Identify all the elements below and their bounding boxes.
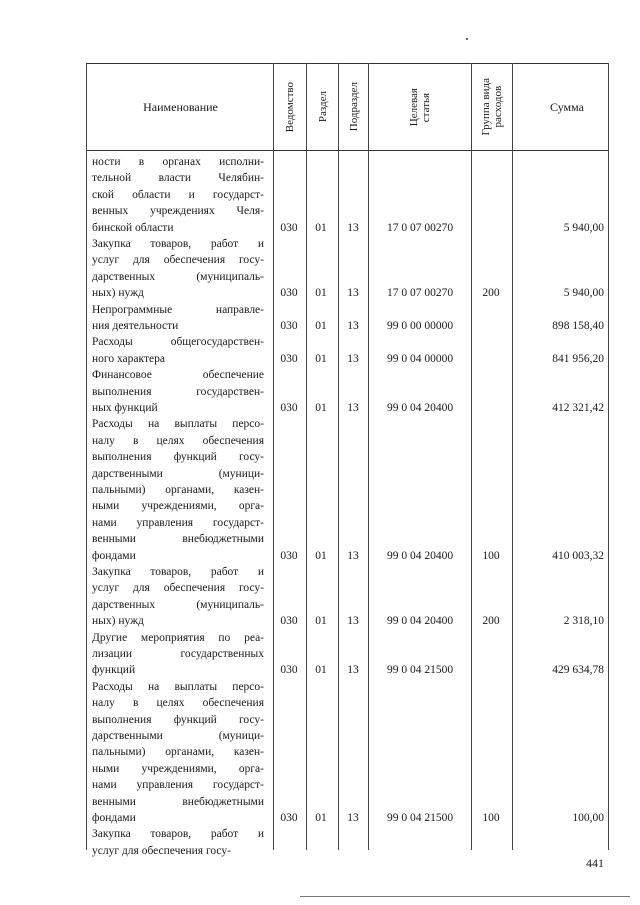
header-vedomstvo: Ведомство (284, 81, 296, 133)
row-name-line: венными внебюджетными (92, 533, 264, 546)
cell-vedomstvo (276, 843, 302, 859)
cell-razdel: 01 (315, 287, 327, 300)
column-divider (608, 63, 609, 850)
cell-gruppa (474, 843, 508, 859)
cell-vedomstvo: 030 (280, 402, 298, 414)
cell-gruppa: 200 (482, 615, 500, 628)
column-divider (273, 63, 274, 850)
row-name-line: Закупка товаров, работ и (92, 828, 264, 841)
cell-summa: 429 634,78 (552, 664, 604, 677)
column-divider (306, 63, 307, 850)
header-bottom-border (86, 150, 609, 151)
header-razdel: Раздел (316, 91, 329, 123)
row-name-line: пальными) органами, казен- (92, 746, 264, 759)
row-name-line: дарственных (муниципаль- (92, 598, 264, 611)
cell-vedomstvo: 030 (280, 664, 298, 677)
cell-gruppa: 100 (482, 549, 500, 562)
header-podrazdel: Подраздел (347, 82, 360, 132)
cell-gruppa: 100 (482, 812, 500, 824)
header-gruppa-vida-rashodov: Группа вида расходов (480, 78, 504, 136)
column-divider (368, 63, 369, 850)
cell-gruppa (474, 351, 508, 367)
cell-vedomstvo: 030 (280, 812, 298, 824)
cell-celevaya-statya: 17 0 07 00270 (386, 221, 454, 234)
row-name-line: пальными) органами, казен- (92, 484, 264, 496)
cell-podrazdel: 13 (347, 615, 359, 628)
cell-celevaya-statya: 99 0 04 20400 (386, 402, 454, 414)
row-name-line: выполнения функций госу- (92, 713, 264, 726)
row-name-line: нами управления государст- (92, 779, 264, 792)
column-divider (86, 63, 87, 850)
cell-celevaya-statya: 99 0 04 20400 (386, 549, 454, 562)
header-summa: Сумма (550, 99, 584, 114)
cell-razdel: 01 (315, 812, 327, 824)
column-divider (512, 63, 513, 850)
cell-podrazdel: 13 (347, 664, 359, 677)
row-name-line: дарственных (муниципаль- (92, 270, 264, 283)
row-name-line: нами управления государст- (92, 516, 264, 529)
row-name-line: Непрограммные направле- (92, 303, 264, 316)
row-name-line: Расходы на выплаты персо- (92, 680, 264, 693)
cell-vedomstvo: 030 (280, 549, 298, 562)
row-name-line: Финансовое обеспечение (92, 369, 264, 382)
cell-celevaya-statya: 17 0 07 00270 (386, 287, 454, 300)
cell-podrazdel: 13 (347, 812, 359, 824)
row-name-line: венными внебюджетными (92, 795, 264, 808)
cell-gruppa (474, 220, 508, 236)
cell-razdel: 01 (315, 221, 327, 234)
row-name-line: ных) нужд (92, 287, 144, 300)
cell-celevaya-statya: 99 0 04 21500 (386, 812, 454, 824)
row-name-line: бинской области (92, 221, 174, 234)
cell-celevaya-statya: 99 0 04 00000 (386, 352, 454, 365)
cell-razdel: 01 (315, 549, 327, 562)
cell-vedomstvo: 030 (280, 320, 298, 332)
row-name-line: ности в органах исполни- (92, 156, 264, 168)
cell-razdel: 01 (315, 320, 327, 332)
row-name-line: ными учреждениями, орга- (92, 500, 264, 513)
row-name-line: дарственными (муници- (92, 730, 264, 742)
scan-speck (466, 38, 468, 40)
cell-vedomstvo: 030 (280, 287, 298, 300)
cell-summa: 2 318,10 (563, 615, 604, 628)
cell-podrazdel: 13 (347, 549, 359, 562)
row-name-line: функций (92, 664, 136, 677)
cell-gruppa (474, 662, 508, 678)
row-name-line: ными учреждениями, орга- (92, 762, 264, 775)
cell-celevaya-statya: 99 0 04 21500 (386, 664, 454, 677)
cell-summa: 841 956,20 (552, 352, 604, 365)
cell-gruppa (474, 400, 508, 416)
cell-razdel: 01 (315, 664, 327, 677)
page-number: 441 (586, 856, 604, 870)
cell-celevaya-statya: 99 0 04 20400 (386, 615, 454, 628)
row-name-line: венных учреждениях Челя- (92, 205, 264, 218)
row-name-line: Расходы общегосударствен- (92, 336, 264, 349)
cell-summa: 412 321,42 (552, 402, 604, 414)
row-name-line: ных функций (92, 402, 158, 414)
column-divider (471, 63, 472, 850)
row-name-line: Закупка товаров, работ и (92, 238, 264, 250)
footer-scan-line (300, 896, 630, 897)
cell-celevaya-statya (372, 843, 468, 859)
cell-vedomstvo: 030 (280, 615, 298, 628)
row-name-line: налу в целях обеспечения (92, 697, 264, 710)
row-name-line: ской области и государст- (92, 188, 264, 201)
cell-celevaya-statya: 99 0 00 00000 (386, 320, 454, 332)
row-name-line: услуг для обеспечения госу- (92, 254, 264, 267)
row-name-line: дарственными (муници- (92, 467, 264, 480)
column-divider (338, 63, 339, 850)
cell-summa: 410 003,32 (552, 549, 604, 562)
row-name-line: лизации государственных (92, 648, 264, 660)
cell-podrazdel: 13 (347, 352, 359, 365)
cell-podrazdel: 13 (347, 287, 359, 300)
cell-vedomstvo: 030 (280, 352, 298, 365)
row-name-line: услуг для обеспечения госу- (92, 844, 231, 857)
cell-gruppa (474, 318, 508, 334)
row-name-line: Другие мероприятия по реа- (92, 631, 264, 644)
cell-summa: 898 158,40 (552, 320, 604, 332)
row-name-line: ных) нужд (92, 615, 144, 628)
row-name-line: услуг для обеспечения госу- (92, 582, 264, 595)
cell-razdel (309, 843, 333, 859)
cell-razdel: 01 (315, 402, 327, 414)
row-name-line: налу в целях обеспечения (92, 434, 264, 447)
row-name-line: фондами (92, 549, 136, 562)
header-name: Наименование (143, 99, 218, 114)
cell-summa: 5 940,00 (563, 221, 604, 234)
row-name-line: выполнения государствен- (92, 385, 264, 398)
cell-razdel: 01 (315, 352, 327, 365)
cell-podrazdel: 13 (347, 402, 359, 414)
row-name-line: ния деятельности (92, 320, 179, 332)
header-celevaya-statya: Целевая статья (408, 87, 432, 127)
cell-podrazdel (341, 843, 365, 859)
row-name-line: тельной власти Челябин- (92, 172, 264, 185)
cell-razdel: 01 (315, 615, 327, 628)
cell-vedomstvo: 030 (280, 221, 298, 234)
row-name-line: фондами (92, 812, 136, 824)
cell-summa: 5 940,00 (563, 287, 604, 300)
cell-podrazdel: 13 (347, 221, 359, 234)
row-name-line: Закупка товаров, работ и (92, 566, 264, 578)
row-name-line: Расходы на выплаты персо- (92, 418, 264, 431)
cell-podrazdel: 13 (347, 320, 359, 332)
cell-summa: 100,00 (572, 812, 604, 824)
row-name-line: выполнения функций госу- (92, 451, 264, 464)
cell-gruppa: 200 (482, 287, 500, 300)
row-name-line: ного характера (92, 352, 165, 365)
